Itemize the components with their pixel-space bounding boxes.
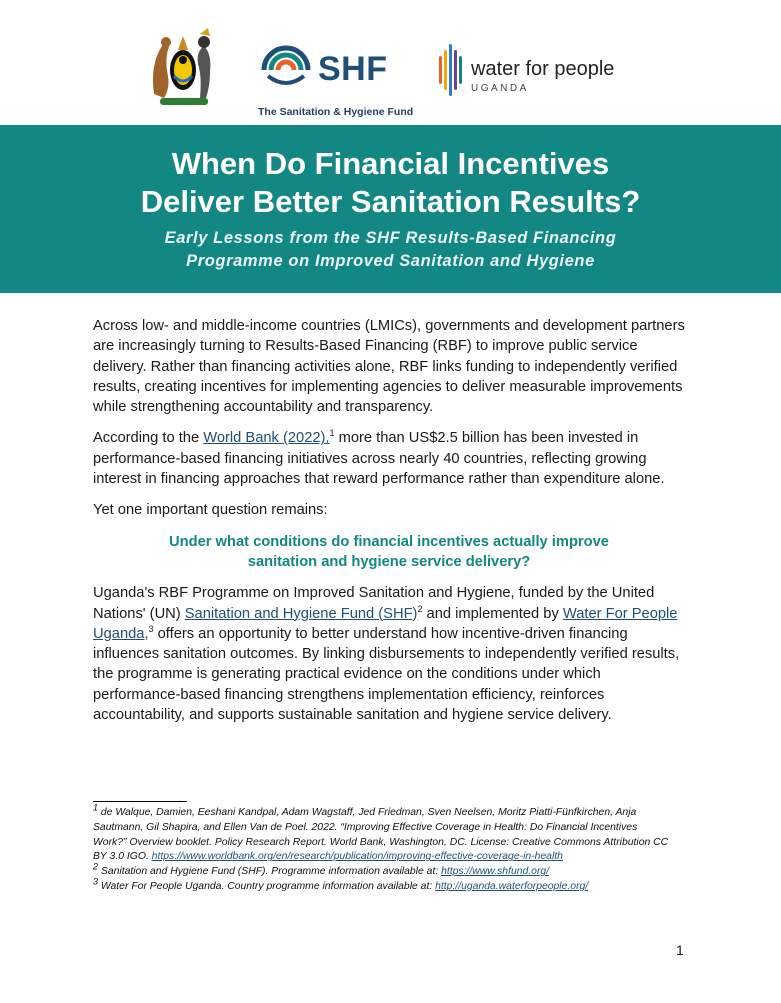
water-for-people-link[interactable]: Water For People Uganda,	[93, 605, 678, 642]
footnotes	[93, 802, 673, 895]
shf-tagline: The Sanitation & Hygiene Fund	[258, 106, 414, 118]
footnote-number: 2	[93, 861, 99, 872]
paragraph-world-bank	[93, 428, 685, 489]
footnote-divider	[93, 801, 187, 802]
footnote-text: Water For People Uganda. Country programme information available at:	[98, 880, 436, 892]
paragraph-question-lead: Yet one important question remains:	[93, 502, 328, 519]
footnote-3-link[interactable]: http://uganda.waterforpeople.org/	[435, 880, 589, 892]
footnote-1	[93, 802, 673, 865]
uganda-coat-of-arms-logo	[140, 24, 226, 110]
footnote-1-link[interactable]: https://www.worldbank.org/en/research/publication/improving-effective-coverage-in-health	[151, 851, 563, 863]
footnote-2-link[interactable]: https://www.shfund.org/	[441, 866, 550, 878]
subtitle-line-2: Programme on Improved Sanitation and Hygiene	[186, 252, 595, 270]
page-subtitle	[0, 227, 781, 273]
shf-arc-icon	[258, 40, 314, 90]
title-banner	[0, 125, 781, 293]
footnote-2	[93, 861, 673, 880]
text: more than US$2.5 billion has been invested in performance-based financing initiatives across nearly 40 countries, reflecting growing interest in financing approaches that reward performance rather than expenditure alone.	[93, 430, 665, 488]
footnote-text: Sanitation and Hygiene Fund (SHF). Programme information available at:	[98, 866, 442, 878]
text: Uganda's RBF Programme on Improved Sanitation and Hygiene, funded by the United Nations' (UN)	[93, 585, 655, 622]
title-line-1: When Do Financial Incentives	[171, 146, 610, 181]
water-drop-bars-icon	[437, 42, 465, 98]
footnote-ref-3[interactable]: 3	[148, 623, 154, 634]
title-line-2: Deliver Better Sanitation Results?	[140, 184, 641, 219]
text: According to the	[93, 430, 204, 447]
logo-row	[0, 22, 781, 122]
page-number: 1	[676, 942, 684, 958]
subtitle-line-1: Early Lessons from the SHF Results-Based Financing	[164, 229, 617, 247]
question-line-2: sanitation and hygiene service delivery?	[247, 553, 531, 570]
page-title	[0, 145, 781, 221]
text: and implemented by	[422, 605, 563, 622]
footnote-ref-1[interactable]: 1	[329, 428, 335, 439]
body-content	[93, 316, 685, 736]
shf-logo	[258, 40, 414, 120]
wfp-country: UGANDA	[471, 83, 529, 94]
shf-name: SHF	[318, 50, 388, 88]
paragraph-intro: Across low- and middle-income countries (LMICs), governments and development partners are increasingly turning to Results-Based Financing (RBF) to improve public service delivery. Rather than financing activities alone, RBF links funding to independently verified results, creating incentives for implementing agencies to deliver measurable improvements while strengthening accountability and transparency.	[93, 318, 685, 416]
footnote-number: 1	[93, 802, 99, 813]
world-bank-link[interactable]: World Bank (2022),	[203, 430, 330, 447]
paragraph-programme	[93, 583, 685, 725]
footnote-number: 3	[93, 876, 99, 887]
question-line-1: Under what conditions do financial incentives actually improve	[169, 533, 609, 550]
footnote-ref-2[interactable]: 2	[417, 603, 423, 614]
water-for-people-logo	[437, 42, 637, 102]
text: offers an opportunity to better understand how incentive-driven financing influences sanitation outcomes. By linking disbursements to independently verified results, the programme is generating practical evidence on the conditions under which performance-based financing strengthens implementation efficiency, reinforces accountability, and supports sustainable sanitation and hygiene service delivery.	[93, 625, 680, 724]
footnote-text: de Walque, Damien, Eeshani Kandpal, Adam Wagstaff, Jed Friedman, Sven Neelsen, Moritz Piatti-Fünfkirchen, Anja Sautmann, Gil Shapira, and Ellen Van de Poel. 2022. “Improving Effective Coverage in Health: Do Financial Incentives Work?” Overview booklet. Policy Research Report. World Bank, Washington, DC. License: Creative Commons Attribution CC BY 3.0 IGO.	[93, 807, 669, 863]
wfp-name: water for people	[471, 58, 615, 80]
key-question	[93, 532, 685, 573]
footnote-3	[93, 876, 673, 895]
shf-link[interactable]: Sanitation and Hygiene Fund (SHF)	[184, 605, 418, 622]
